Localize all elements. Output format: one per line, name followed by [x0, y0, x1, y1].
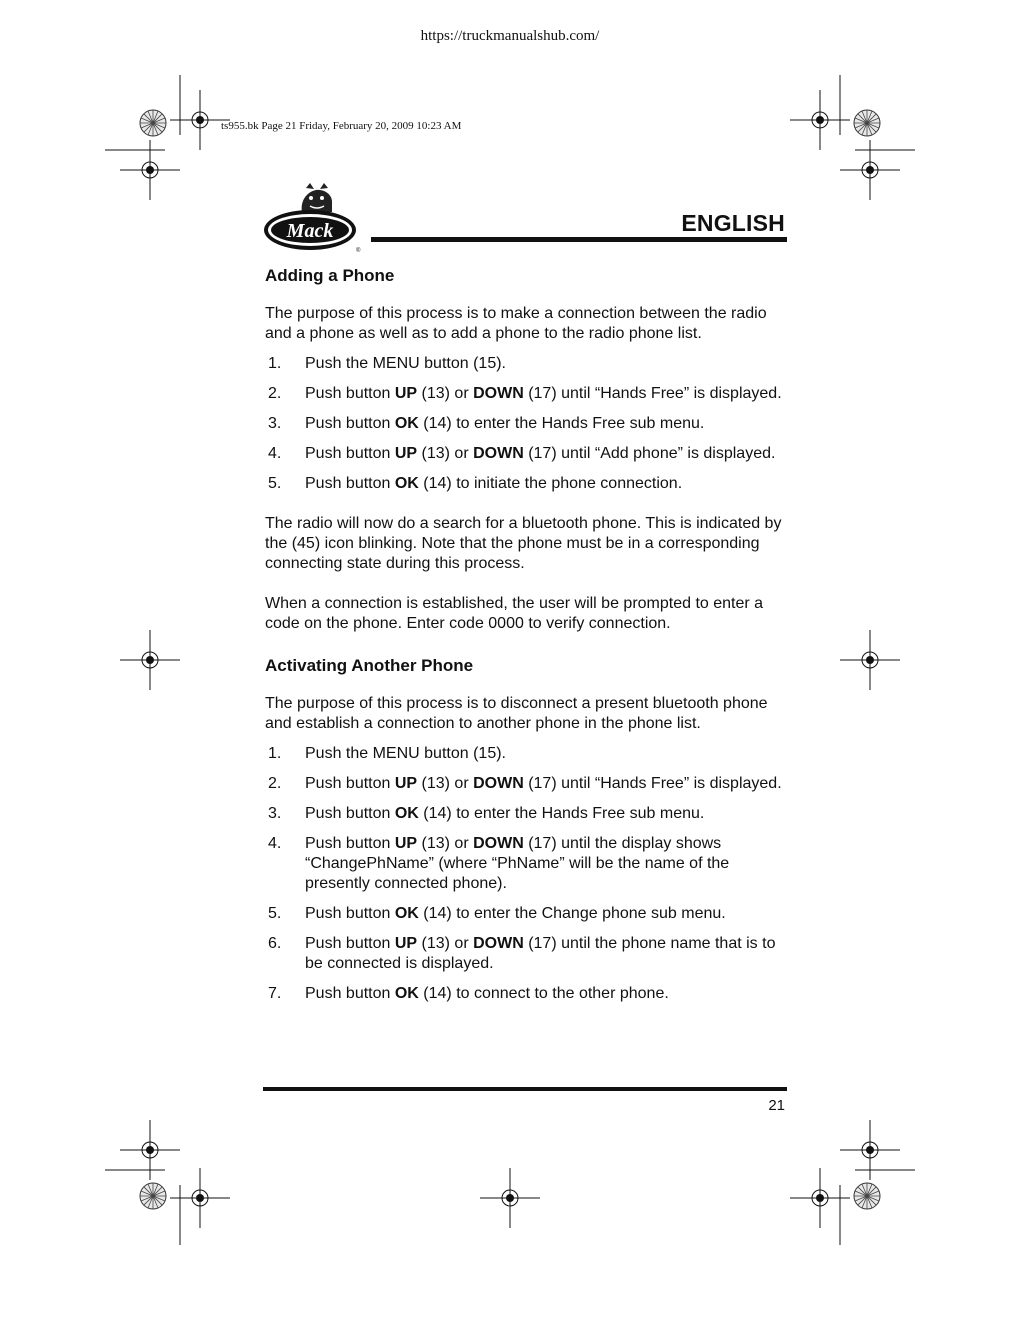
step-item: [265, 934, 789, 974]
button-name: DOWN: [473, 445, 524, 462]
step-text: (14) to initiate the phone connection.: [418, 475, 683, 492]
step-text: Push button: [305, 985, 395, 1002]
step-item: [265, 774, 789, 794]
step-text: Push button: [305, 905, 395, 922]
logo-wordmark: Mack: [286, 220, 334, 242]
step-item: [265, 354, 789, 374]
step-item: [265, 984, 789, 1004]
step-number: 1.: [268, 745, 282, 762]
step-text: (14) to enter the Hands Free sub menu.: [418, 805, 705, 822]
header-rule: [371, 237, 787, 242]
language-label: ENGLISH: [681, 210, 785, 236]
step-item: [265, 744, 789, 764]
section-intro: The purpose of this process is to disconnect a present bluetooth phone and establish a connection to another phone in the phone list.: [265, 695, 768, 732]
step-text: (17) until the phone name that is to be connected is displayed.: [305, 935, 776, 972]
step-number: 3.: [268, 415, 282, 432]
button-name: DOWN: [473, 835, 524, 852]
step-item: [265, 384, 789, 404]
button-name: OK: [394, 985, 419, 1002]
step-text: Push button: [305, 775, 395, 792]
step-number: 2.: [268, 775, 282, 792]
button-name: UP: [394, 935, 418, 952]
source-url: https://truckmanualshub.com/: [420, 28, 600, 44]
button-name: UP: [394, 445, 418, 462]
button-name: OK: [394, 905, 419, 922]
button-name: UP: [394, 835, 418, 852]
section-heading-adding-phone: Adding a Phone: [265, 266, 395, 285]
section-intro: The purpose of this process is to make a connection between the radio and a phone as well as to add a phone to the radio phone list.: [265, 305, 767, 342]
button-name: OK: [394, 475, 419, 492]
page-number: 21: [768, 1097, 785, 1114]
page-content: [265, 264, 789, 1004]
step-number: 6.: [268, 935, 282, 952]
step-text: (13) or: [417, 775, 474, 792]
button-name: DOWN: [473, 935, 524, 952]
step-text: (13) or: [417, 835, 474, 852]
step-text: (17) until “Hands Free” is displayed.: [523, 385, 782, 402]
step-text: (17) until the display shows “ChangePhName” (where “PhName” will be the name of the presently connected phone).: [305, 835, 730, 892]
step-text: Push button: [305, 445, 395, 462]
step-text: Push button: [305, 415, 395, 432]
step-number: 3.: [268, 805, 282, 822]
svg-text:®: ®: [356, 248, 361, 254]
step-text: Push button: [305, 805, 395, 822]
step-item: [265, 804, 789, 824]
step-text: (13) or: [417, 445, 474, 462]
step-item: [265, 414, 789, 434]
step-text: Push the MENU button (15).: [305, 745, 506, 762]
step-text: (14) to enter the Hands Free sub menu.: [418, 415, 705, 432]
step-item: [265, 474, 789, 494]
step-number: 5.: [268, 905, 282, 922]
step-text: Push button: [305, 935, 395, 952]
step-text: (14) to enter the Change phone sub menu.: [418, 905, 726, 922]
section-heading-activating-phone: Activating Another Phone: [265, 656, 474, 675]
button-name: OK: [394, 805, 419, 822]
button-name: UP: [394, 775, 418, 792]
step-number: 1.: [268, 355, 282, 372]
button-name: DOWN: [473, 775, 524, 792]
step-text: Push button: [305, 475, 395, 492]
step-item: [265, 834, 789, 894]
step-number: 2.: [268, 385, 282, 402]
step-number: 5.: [268, 475, 282, 492]
print-slug: ts955.bk Page 21 Friday, February 20, 2009 10:23 AM: [221, 120, 462, 132]
step-text: (13) or: [417, 385, 474, 402]
step-text: (13) or: [417, 935, 474, 952]
step-number: 7.: [268, 985, 282, 1002]
steps-list: [265, 744, 789, 1004]
step-item: [265, 444, 789, 464]
step-text: Push the MENU button (15).: [305, 355, 506, 372]
footer-rule: [263, 1087, 787, 1091]
mack-logo: [262, 180, 372, 256]
button-name: DOWN: [473, 385, 524, 402]
step-text: (17) until “Hands Free” is displayed.: [523, 775, 782, 792]
step-number: 4.: [268, 835, 282, 852]
step-text: (14) to connect to the other phone.: [418, 985, 669, 1002]
paragraph-search-info: The radio will now do a search for a bluetooth phone. This is indicated by the (45) icon blinking. Note that the phone must be in a corresponding connecting state during this process.: [265, 515, 782, 572]
step-number: 4.: [268, 445, 282, 462]
paragraph-connection-code: When a connection is established, the user will be prompted to enter a code on the phone. Enter code 0000 to verify connection.: [265, 595, 764, 632]
button-name: UP: [394, 385, 418, 402]
steps-list: [265, 354, 789, 494]
button-name: OK: [394, 415, 419, 432]
step-text: Push button: [305, 835, 395, 852]
step-text: (17) until “Add phone” is displayed.: [523, 445, 776, 462]
step-text: Push button: [305, 385, 395, 402]
step-item: [265, 904, 789, 924]
